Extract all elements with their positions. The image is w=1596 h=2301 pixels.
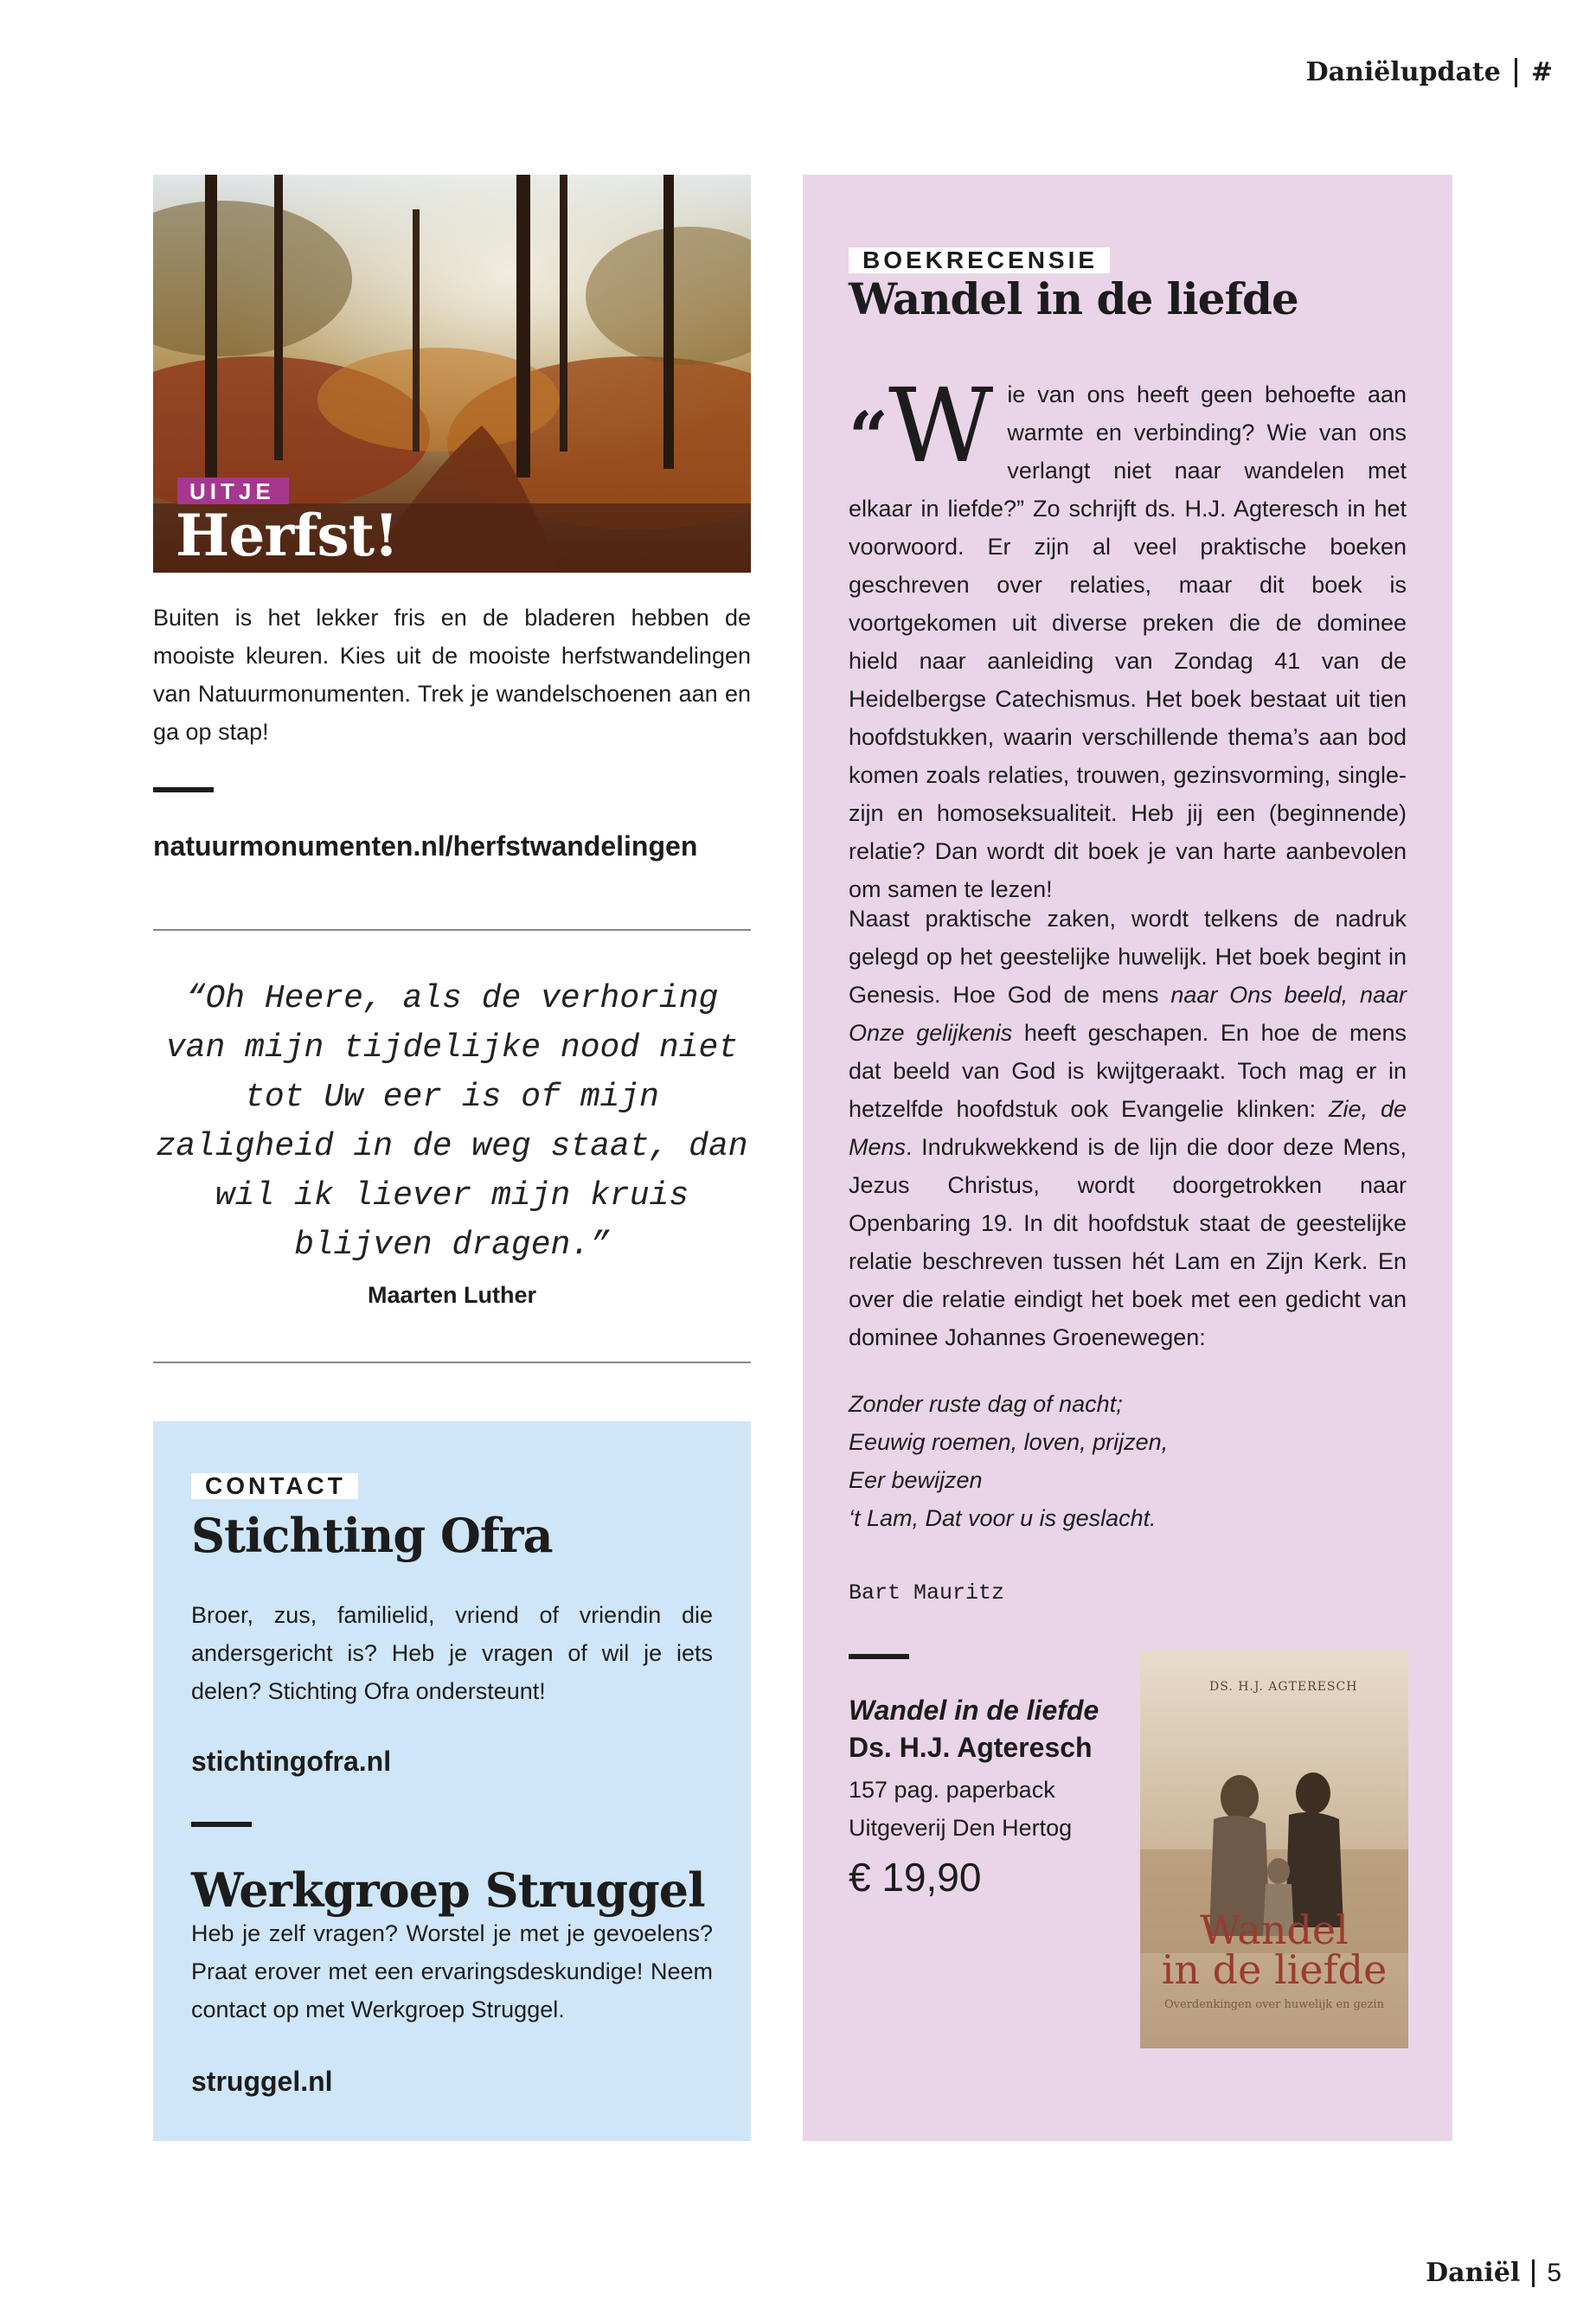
book-title: Wandel in de liefde [849,1695,1099,1726]
uitje-link[interactable]: natuurmonumenten.nl/herfstwandelingen [153,830,698,862]
review-para-2: Naast praktische zaken, wordt telkens de nadruk gelegd op het geestelijke huwelijk. Het boek begint in Genesis. Hoe God de mens naar Ons beeld, naar Onze gelijkenis heeft geschapen. En hoe de mens dat beeld van God is kwijtgeraakt. Toch mag er in hetzelfde hoofdstuk ook Evangelie klinken: Zie, de Mens. Indrukwekkend is de lijn die door deze Mens, Jezus Christus, wordt doorgetrokken naar Openbaring 19. In dit hoofdstuk staat de geestelijke relatie beschreven tussen hét Lam en Zijn Kerk. En over die relatie eindigt het boek met een gedicht van dominee Johannes Groenewegen: [849,906,1407,1350]
hash-icon: # [1530,57,1553,87]
cover-title: Wandel in de liefde [1161,1907,1388,1993]
open-quote-mark: “ [849,396,889,478]
luther-quote: “Oh Heere, als de verhoring van mijn tijdelijke nood niet tot Uw eer is of mijn zaligheid in de weg staat, dan wil ik liever mijn kruis blijven dragen.” [156,980,748,1264]
contact-tag: CONTACT [191,1473,358,1499]
review-para-1-text: ie van ons heeft geen behoefte aan warmte en verbinding? Wie van ons verlangt niet naar wandelen met elkaar in liefde?” Zo schrijft ds. H.J. Agteresch in het voorwoord. Er zijn al veel praktische boeken geschreven over relaties, maar dit boek is voortgekomen uit diverse preken die de dominee hield naar aanleiding van Zondag 41 van de Heidelbergse Catechismus. Het boek bestaat uit tien hoofdstukken, waarin verschillende thema’s aan bod komen zoals relaties, trouwen, gezinsvorming, single-zijn en homoseksualiteit. Heb jij een (beginnende) relatie? Dan wordt dit boek je van harte aanbevolen om samen te lezen! [849,381,1407,902]
cover-author: DS. H.J. AGTERESCH [1209,1680,1358,1694]
page-number: 5 [1547,2258,1561,2287]
review-rule [849,1654,909,1659]
uitje-rule [153,787,214,792]
review-para-1 [849,366,1407,908]
footer-divider [1532,2259,1535,2287]
ofra-link[interactable]: stichtingofra.nl [191,1746,392,1777]
publication-name: Daniëlupdate [1305,57,1501,87]
poem-line: Eeuwig roemen, loven, prijzen, [849,1429,1169,1455]
header-divider [1515,58,1517,87]
page-footer [1426,2258,1561,2288]
struggel-title: Werkgroep Struggel [191,1862,705,1918]
ofra-title: Stichting Ofra [191,1508,553,1563]
review-tag: BOEKRECENSIE [849,247,1110,273]
contact-box [153,1421,751,2141]
book-info [849,1695,1134,1900]
uitje-title: Herfst! [176,502,399,569]
poem-line: ‘t Lam, Dat voor u is geslacht. [849,1505,1157,1531]
magazine-name: Daniël [1426,2258,1521,2288]
poem [849,1385,1407,1537]
dropcap: “W [849,366,994,485]
quote-top-divider [153,929,751,931]
book-cover [1140,1650,1408,2048]
poem-line: Zonder ruste dag of nacht; [849,1391,1123,1417]
review-title: Wandel in de liefde [849,273,1298,324]
poem-line: Eer bewijzen [849,1467,983,1493]
running-header [1306,57,1553,87]
struggel-link[interactable]: struggel.nl [191,2066,333,2097]
uitje-body: Buiten is het lekker fris en de bladeren hebben de mooiste kleuren. Kies uit de mooiste herfstwandelingen van Natuurmonumenten. Trek je wandelschoenen aan en ga op stap! [153,605,751,745]
uitje-tag: UITJE [177,478,289,504]
ofra-body: Broer, zus, familielid, vriend of vriendin die andersgericht is? Heb je vragen of wil je iets delen? Stichting Ofra ondersteunt! [191,1602,713,1704]
book-pages: 157 pag. paperback [849,1777,1055,1803]
cover-subtitle: Overdenkingen over huwelijk en gezin [1164,1998,1384,2011]
book-price: € 19,90 [849,1855,982,1900]
quote-bottom-divider [153,1362,751,1363]
book-publisher: Uitgeverij Den Hertog [849,1815,1073,1841]
autumn-forest-photo [153,175,751,573]
contact-rule [191,1822,252,1827]
quote-author: Maarten Luther [367,1282,537,1308]
struggel-body: Heb je zelf vragen? Worstel je met je gevoelens? Praat erover met een ervaringsdeskundige! Neem contact op met Werkgroep Struggel. [191,1920,713,2022]
book-author: Ds. H.J. Agteresch [849,1732,1093,1763]
reviewer-name: Bart Mauritz [849,1580,1005,1606]
